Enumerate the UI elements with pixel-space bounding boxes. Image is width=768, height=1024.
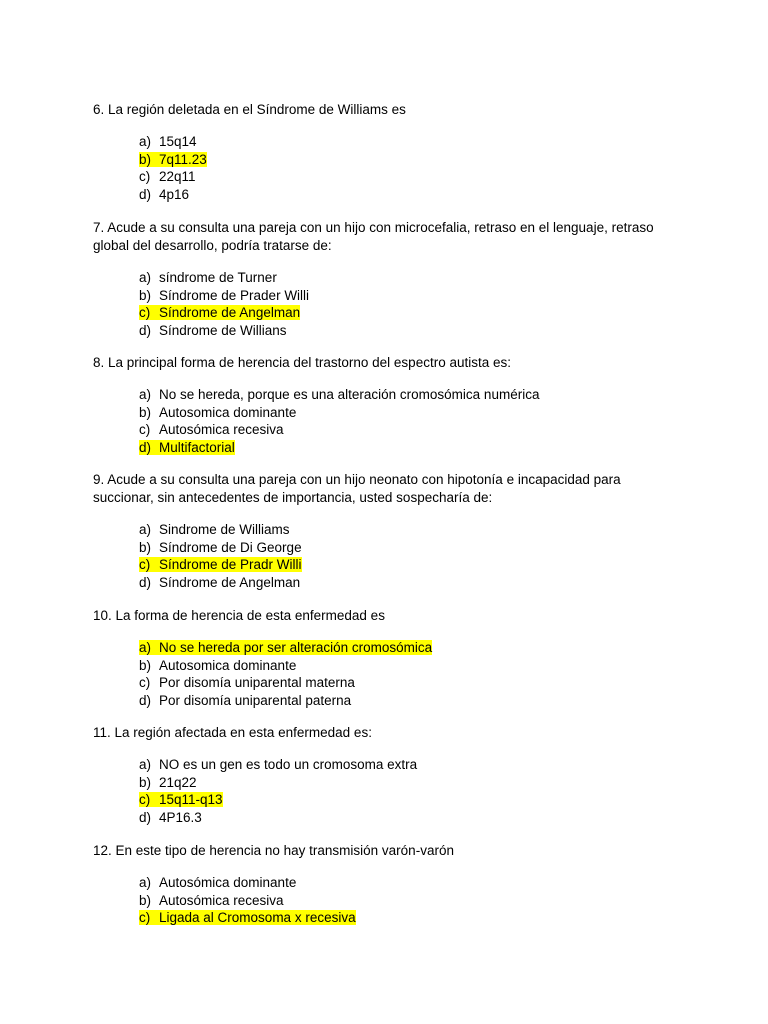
option-text: No se hereda por ser alteración cromosómica bbox=[159, 640, 433, 655]
option-text: NO es un gen es todo un cromosoma extra bbox=[159, 757, 418, 772]
question-10 bbox=[93, 607, 673, 709]
option-text: síndrome de Turner bbox=[159, 270, 277, 285]
option-wrap bbox=[139, 875, 296, 890]
question-text: 11. La región afectada en esta enfermedad es: bbox=[93, 725, 372, 740]
highlighted-answer bbox=[139, 910, 356, 925]
option-list bbox=[93, 386, 673, 456]
option-a bbox=[139, 521, 673, 539]
option-text: Autosomica dominante bbox=[159, 657, 297, 673]
option-letter: a) bbox=[139, 387, 152, 402]
highlighted-answer bbox=[139, 640, 432, 655]
option-text: Por disomía uniparental paterna bbox=[159, 692, 352, 708]
option-letter: b) bbox=[139, 404, 152, 420]
option-a bbox=[139, 756, 673, 774]
option-letter: c) bbox=[139, 675, 151, 691]
option-letter: c) bbox=[139, 169, 151, 185]
option-text: Por disomía uniparental materna bbox=[159, 675, 355, 691]
highlighted-answer bbox=[139, 152, 207, 167]
option-letter: d) bbox=[139, 809, 152, 825]
option-wrap bbox=[139, 575, 300, 590]
option-a bbox=[139, 269, 673, 287]
option-wrap bbox=[139, 405, 296, 420]
option-wrap bbox=[139, 422, 284, 437]
option-text: 15q14 bbox=[159, 134, 197, 149]
option-wrap bbox=[139, 270, 277, 285]
option-text: Síndrome de Di George bbox=[159, 539, 302, 555]
option-b bbox=[139, 539, 673, 557]
option-wrap bbox=[139, 387, 539, 402]
option-letter: a) bbox=[139, 875, 152, 890]
option-d bbox=[139, 186, 673, 204]
option-b bbox=[139, 287, 673, 305]
option-wrap bbox=[139, 675, 355, 690]
option-wrap bbox=[139, 169, 196, 184]
option-text: Autosómica recesiva bbox=[159, 892, 284, 908]
option-c bbox=[139, 909, 673, 927]
option-letter: b) bbox=[139, 287, 152, 303]
option-text: Autosómica dominante bbox=[159, 875, 297, 890]
option-letter: b) bbox=[139, 892, 152, 908]
question-8 bbox=[93, 354, 673, 456]
highlighted-answer bbox=[139, 305, 300, 320]
option-text: Sindrome de Williams bbox=[159, 522, 290, 537]
option-b bbox=[139, 404, 673, 422]
option-text: 22q11 bbox=[159, 169, 196, 185]
option-wrap bbox=[139, 288, 309, 303]
option-list bbox=[93, 639, 673, 709]
option-wrap bbox=[139, 522, 290, 537]
option-b bbox=[139, 151, 673, 169]
option-text: Síndrome de Prader Willi bbox=[159, 287, 310, 303]
option-wrap bbox=[139, 540, 302, 555]
option-list bbox=[93, 874, 673, 927]
option-letter: a) bbox=[139, 134, 152, 149]
question-6 bbox=[93, 101, 673, 203]
option-b bbox=[139, 774, 673, 792]
option-b bbox=[139, 657, 673, 675]
question-11 bbox=[93, 724, 673, 826]
option-c bbox=[139, 791, 673, 809]
highlighted-answer bbox=[139, 792, 223, 807]
option-wrap bbox=[139, 134, 197, 149]
option-letter: c) bbox=[139, 557, 151, 573]
option-d bbox=[139, 692, 673, 710]
option-wrap bbox=[139, 323, 287, 338]
option-wrap bbox=[139, 658, 296, 673]
option-letter: b) bbox=[139, 151, 152, 167]
option-text: Ligada al Cromosoma x recesiva bbox=[159, 910, 356, 926]
option-text: Autosomica dominante bbox=[159, 404, 297, 420]
option-letter: d) bbox=[139, 186, 152, 202]
option-wrap bbox=[139, 775, 197, 790]
option-d bbox=[139, 809, 673, 827]
option-a bbox=[139, 639, 673, 657]
option-text: 7q11.23 bbox=[159, 151, 207, 167]
highlighted-answer bbox=[139, 557, 302, 572]
option-letter: b) bbox=[139, 539, 152, 555]
option-c bbox=[139, 421, 673, 439]
option-letter: a) bbox=[139, 640, 152, 655]
question-text: 6. La región deletada en el Síndrome de Williams es bbox=[93, 102, 406, 117]
option-list bbox=[93, 521, 673, 591]
option-wrap bbox=[139, 810, 202, 825]
option-letter: c) bbox=[139, 792, 151, 808]
option-letter: d) bbox=[139, 692, 152, 708]
option-d bbox=[139, 574, 673, 592]
option-letter: b) bbox=[139, 774, 152, 790]
option-d bbox=[139, 439, 673, 457]
option-list bbox=[93, 756, 673, 826]
option-letter: d) bbox=[139, 574, 152, 590]
option-text: Síndrome de Willians bbox=[159, 322, 287, 338]
option-text: Síndrome de Pradr Willi bbox=[159, 557, 302, 573]
option-c bbox=[139, 168, 673, 186]
question-text: 10. La forma de herencia de esta enfermedad es bbox=[93, 608, 385, 623]
option-letter: a) bbox=[139, 757, 152, 772]
option-text: Autosómica recesiva bbox=[159, 422, 284, 438]
option-list bbox=[93, 269, 673, 339]
option-a bbox=[139, 133, 673, 151]
option-text: Síndrome de Angelman bbox=[159, 305, 301, 321]
option-letter: c) bbox=[139, 910, 151, 926]
question-9 bbox=[93, 471, 673, 591]
option-text: Multifactorial bbox=[159, 439, 235, 455]
option-text: 4p16 bbox=[159, 186, 190, 202]
option-letter: c) bbox=[139, 422, 151, 438]
option-text: Síndrome de Angelman bbox=[159, 574, 301, 590]
option-letter: d) bbox=[139, 322, 152, 338]
option-a bbox=[139, 874, 673, 892]
option-text: 21q22 bbox=[159, 774, 197, 790]
option-wrap bbox=[139, 693, 351, 708]
question-text: 12. En este tipo de herencia no hay transmisión varón-varón bbox=[93, 843, 454, 858]
option-wrap bbox=[139, 187, 189, 202]
option-text: 15q11-q13 bbox=[159, 792, 223, 808]
option-wrap bbox=[139, 893, 284, 908]
option-b bbox=[139, 892, 673, 910]
option-text: No se hereda, porque es una alteración cromosómica numérica bbox=[159, 387, 540, 402]
option-list bbox=[93, 133, 673, 203]
question-12 bbox=[93, 842, 673, 927]
option-letter: a) bbox=[139, 270, 152, 285]
option-letter: d) bbox=[139, 439, 152, 455]
question-text: 8. La principal forma de herencia del trastorno del espectro autista es: bbox=[93, 355, 511, 370]
option-a bbox=[139, 386, 673, 404]
question-text: 7. Acude a su consulta una pareja con un hijo con microcefalia, retraso en el lenguaje, retraso global del desarrollo, podría tratarse de: bbox=[93, 220, 654, 253]
question-7 bbox=[93, 219, 673, 339]
option-wrap bbox=[139, 757, 417, 772]
option-c bbox=[139, 304, 673, 322]
option-letter: b) bbox=[139, 657, 152, 673]
option-d bbox=[139, 322, 673, 340]
option-letter: c) bbox=[139, 305, 151, 321]
option-letter: a) bbox=[139, 522, 152, 537]
option-text: 4P16.3 bbox=[159, 809, 202, 825]
option-c bbox=[139, 556, 673, 574]
option-c bbox=[139, 674, 673, 692]
question-text: 9. Acude a su consulta una pareja con un hijo neonato con hipotonía e incapacidad para succionar, sin antecedentes de importancia, usted sospecharía de: bbox=[93, 472, 621, 505]
highlighted-answer bbox=[139, 440, 235, 455]
